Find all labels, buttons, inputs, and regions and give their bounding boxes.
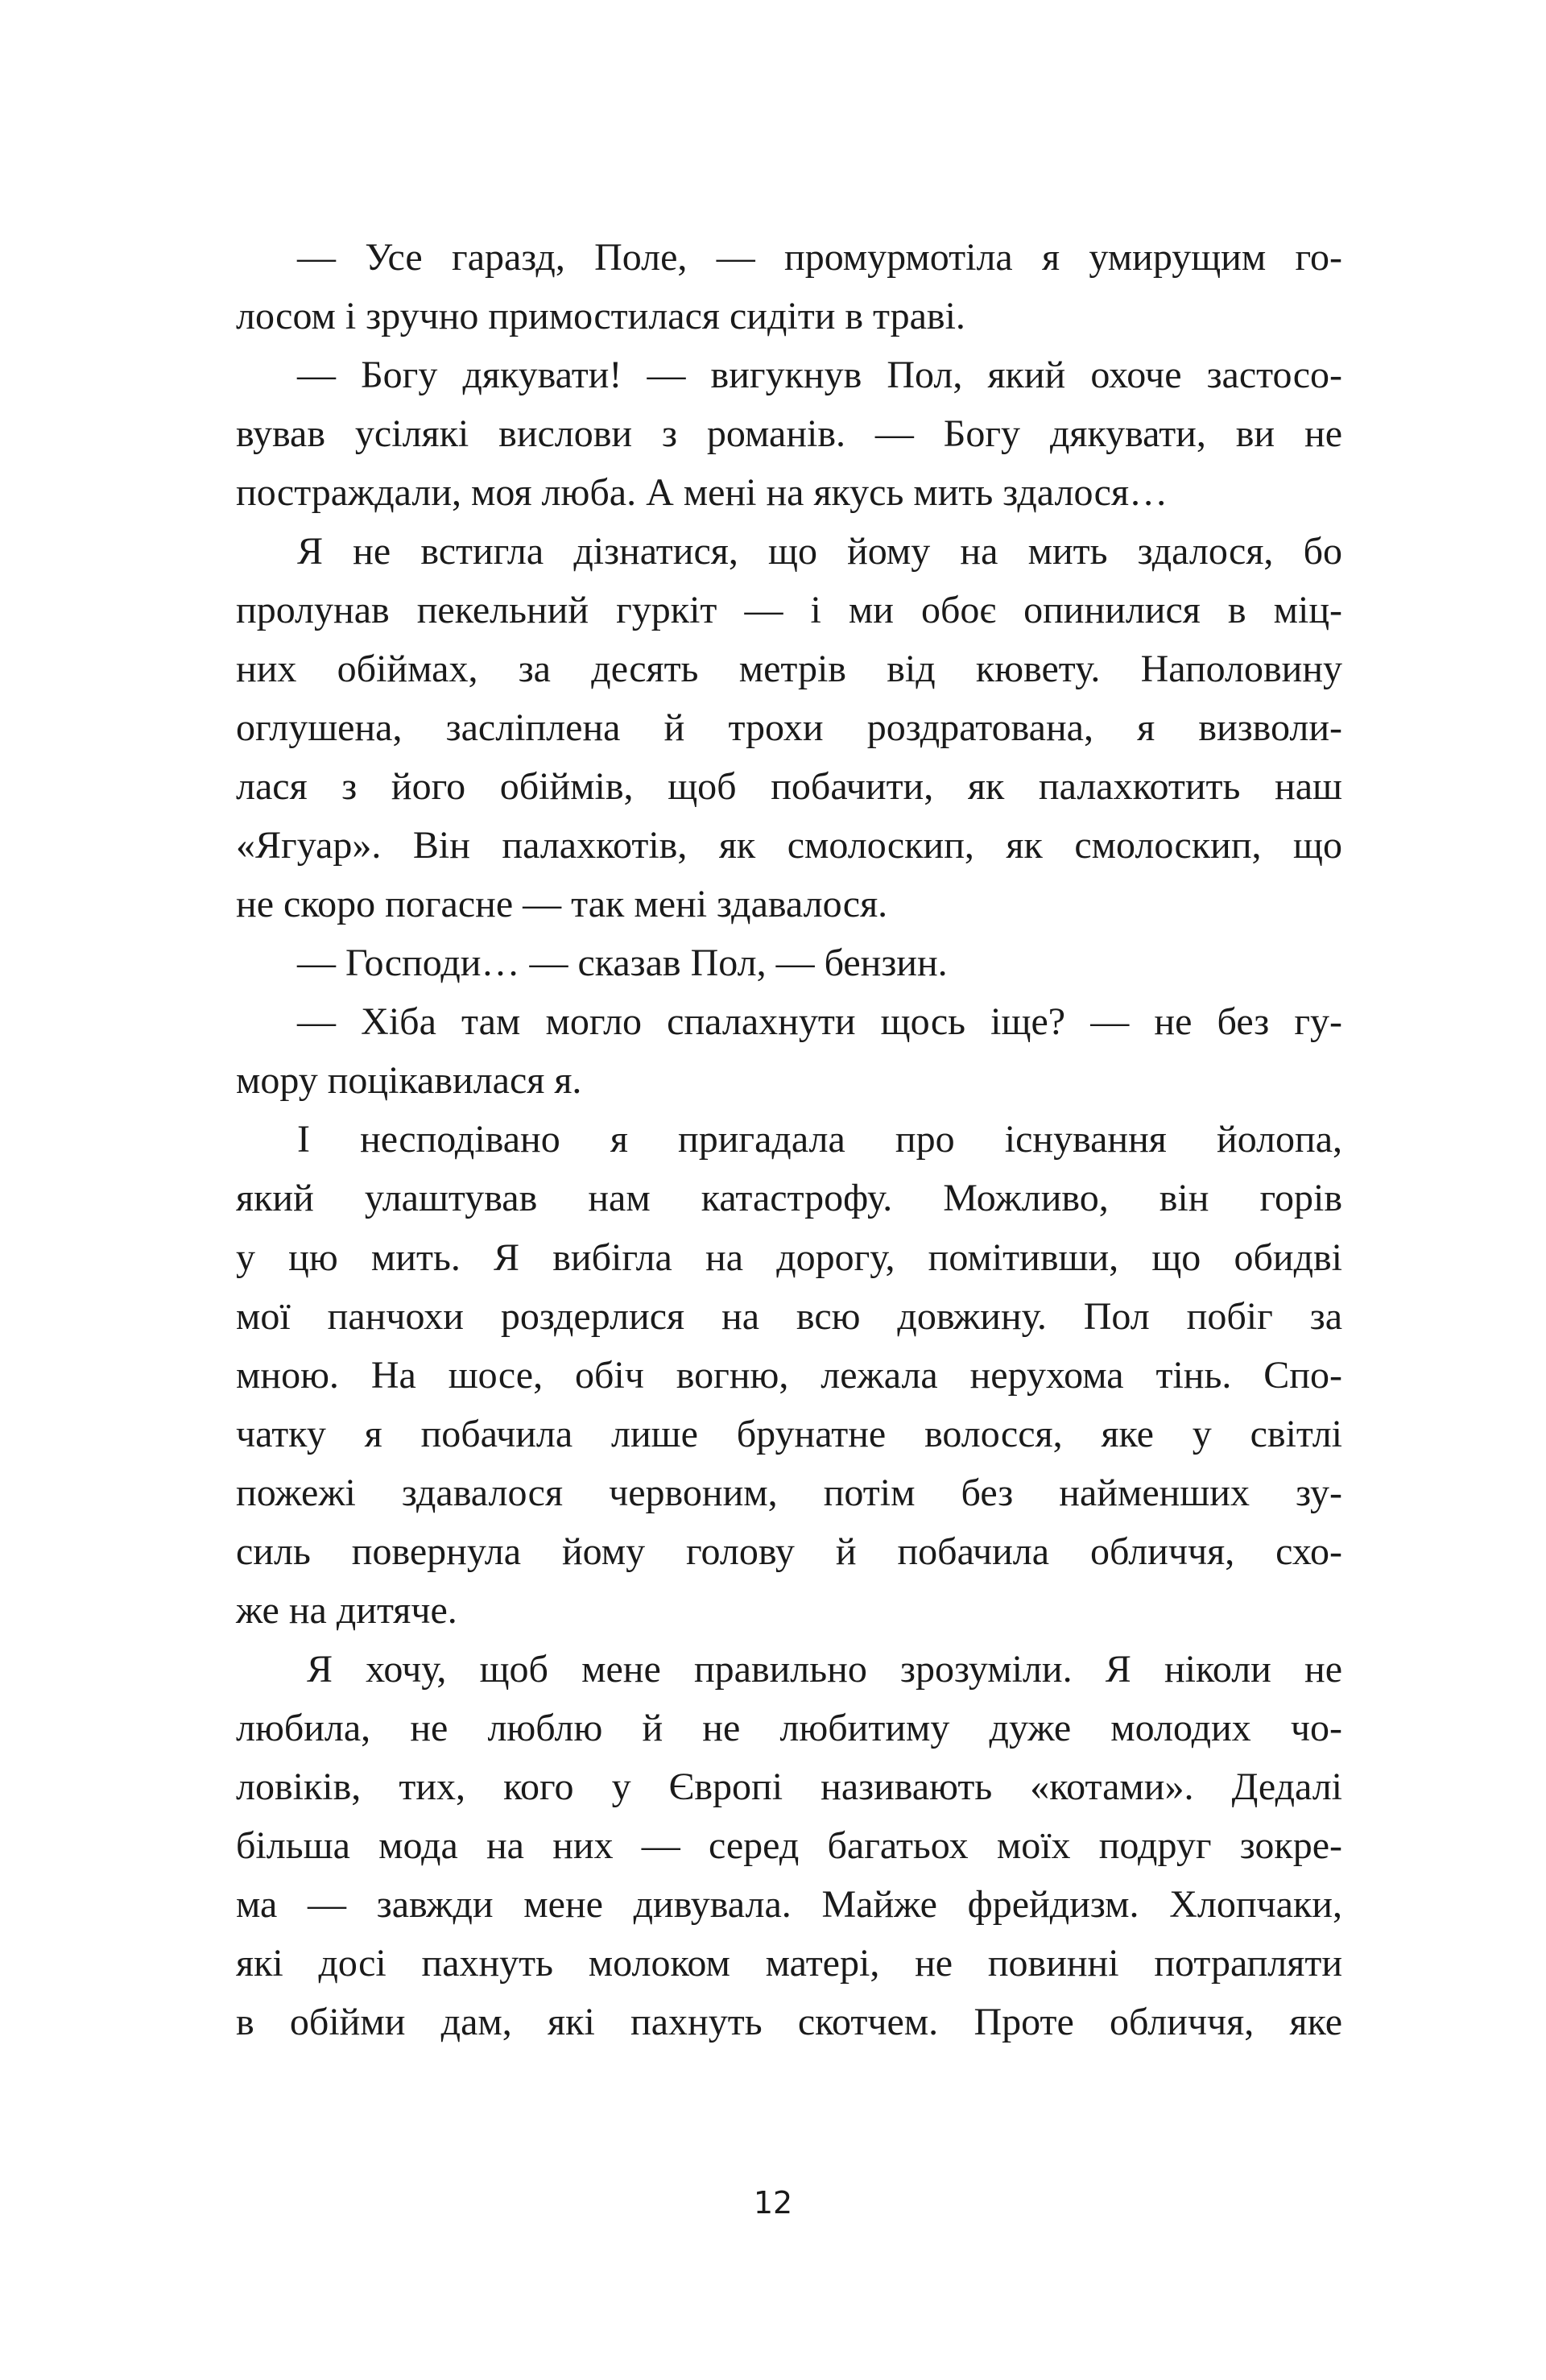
body-text — [236, 0, 1342, 2380]
text-line: не скоро погасне — так мені здавалося. — [236, 883, 888, 926]
text-line: лася з його обіймів, щоб побачити, як палахкотить наш — [236, 765, 1342, 809]
text-line: чатку я побачила лише брунатне волосся, яке у світлі — [236, 1412, 1342, 1455]
text-line: — Хіба там могло спалахнути щось іще? — не без гу- — [297, 1000, 1342, 1044]
text-line: силь повернула йому голову й побачила обличчя, схо- — [236, 1529, 1342, 1573]
text-line: Я хочу, щоб мене правильно зрозуміли. Я ніколи не — [307, 1647, 1342, 1691]
text-line: них обіймах, за десять метрів від кювету. Наполовину — [236, 648, 1342, 691]
text-line: в обійми дам, які пахнуть скотчем. Проте обличчя, яке — [236, 2000, 1342, 2043]
text-line: мої панчохи роздерлися на всю довжину. Пол побіг за — [236, 1294, 1342, 1338]
text-line: І несподівано я пригадала про існування йолопа, — [297, 1118, 1342, 1161]
text-line: пожежі здавалося червоним, потім без найменших зу- — [236, 1471, 1342, 1514]
text-line: у цю мить. Я вибігла на дорогу, помітивши, що обидві — [236, 1236, 1342, 1279]
text-line: вував усілякі вислови з романів. — Богу дякувати, ви не — [236, 412, 1342, 456]
text-line: — Усе гаразд, Поле, — промурмотіла я умирущим го- — [297, 236, 1342, 279]
text-line: оглушена, засліплена й трохи роздратована, я визволи- — [236, 706, 1342, 750]
text-line: любила, не люблю й не любитиму дуже молодих чо- — [236, 1706, 1342, 1749]
text-line: мору поцікавилася я. — [236, 1059, 582, 1103]
text-line: лосом і зручно примостилася сидіти в траві. — [236, 295, 965, 338]
text-line: постраждали, моя люба. А мені на якусь мить здалося… — [236, 471, 1168, 515]
text-line: Я не встигла дізнатися, що йому на мить здалося, бо — [297, 530, 1342, 573]
text-line: «Ягуар». Він палахкотів, як смолоскип, як смолоскип, що — [236, 824, 1342, 867]
text-line: пролунав пекельний гуркіт — і ми обоє опинилися в міц- — [236, 589, 1342, 632]
text-line: ловіків, тих, кого у Європі називають «котами». Дедалі — [236, 1765, 1342, 1808]
text-line: же на дитяче. — [236, 1588, 457, 1632]
text-line: більша мода на них — серед багатьох моїх подруг зокре- — [236, 1823, 1342, 1867]
text-line: який улаштував нам катастрофу. Можливо, він горів — [236, 1177, 1342, 1220]
text-line: — Богу дякувати! — вигукнув Пол, який охоче застосо- — [297, 354, 1342, 397]
text-line: ма — завжди мене дивувала. Майже фрейдизм. Хлопчаки, — [236, 1882, 1342, 1926]
text-line: мною. На шосе, обіч вогню, лежала нерухома тінь. Спо- — [236, 1353, 1342, 1397]
page-number: 12 — [753, 2185, 793, 2221]
text-line: які досі пахнуть молоком матері, не повинні потрапляти — [236, 1941, 1342, 1985]
text-line: — Господи… — сказав Пол, — бензин. — [297, 942, 948, 985]
